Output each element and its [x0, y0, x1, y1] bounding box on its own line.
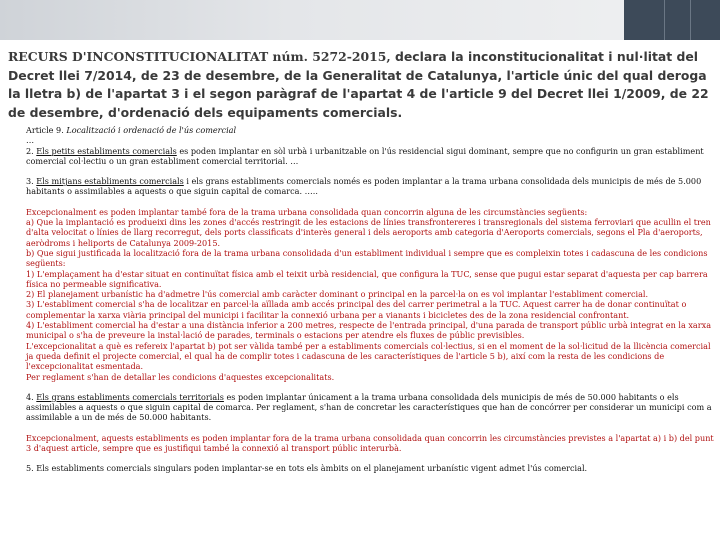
ellipsis: …: [26, 135, 35, 146]
article-heading: Article 9. Localització i ordenació de l'ús comercial: [26, 125, 237, 135]
condition-2: 2) El planejament urbanístic ha d'admetre l'ús comercial amb caràcter dominant o principal en la parcel·la on es vol implantar l'establiment comercial.: [26, 289, 649, 300]
exception-b: b) Que sigui justificada la localització fora de la trama urbana consolidada d'un establiment individual i sempre que es compleixin totes i cadascuna de les condicions següents:: [26, 247, 708, 269]
regulation-note: Per reglament s'han de detallar les condicions d'aquestes excepcionalitats.: [26, 371, 335, 382]
article-text: [26, 125, 714, 474]
condition-3: 3) L'establiment comercial s'ha de localitzar en parcel·la aïllada amb accés principal des del carrer perimetral a la TUC. Aquest carrer ha de donar continuïtat o complementar la xarxa viària principal del municipi i facilitar la connexió urbana per a vianants i bicicletes des de la zona residencial confrontant.: [26, 299, 687, 320]
condition-4: 4) L'establiment comercial ha d'estar a una distància inferior a 200 metres, respecte de l'entrada principal, d'una parada de transport públic urbà integrat en la xarxa municipal o s'ha de preveure la instal·lació de parades, terminals o estacions per atendre els fluxes de públic previsibles.: [26, 320, 712, 341]
slide-top-bar: [0, 0, 720, 40]
paragraph-3: 3. Els mitjans establiments comercials i els grans establiments comercials només es poden implantar a la trama urbana consolidada dels municipis de més de 5.000 habitants o assimilables a aquests o que siguin capital de comarca. …..: [26, 176, 702, 197]
paragraph-5: 5. Els establiments comercials singulars poden implantar-se en tots els àmbits on el planejament urbanístic vigent admet l'ús comercial.: [26, 463, 588, 474]
title-lead: RECURS D'INCONSTITUCIONALITAT núm. 5272-2015,: [8, 49, 391, 64]
exception-a: a) Que la implantació es produeixi dins les zones d'accés restringit de les estacions de línies transfrontereres i transregionals del sistema ferroviari que acullin el tren d'alta velocitat o línies de llarg recorregut, dels ports classificats d'interès general i dels aeroports amb categoria d'Aeroports comercials, segons el Pla d'aeroports, aeròdroms i heliports de Catalunya 2009-2015.: [26, 217, 711, 248]
exception-b-note: L'excepcionalitat a què es refereix l'apartat b) pot ser vàlida també per a establiments comercials col·lectius, si en el moment de la sol·licitud de la llicència comercial ja queda definit el projecte comercial, el qual ha de complir totes i cadascuna de les característiques de l'article 5 b), així com la resta de les condicions de l'excepcionalitat esmentada.: [26, 340, 711, 372]
slide-title: [8, 48, 714, 122]
paragraph-4: 4. Els grans establiments comercials territorials es poden implantar únicament a la trama urbana consolidada dels municipis de més de 50.000 habitants o els assimilables a aquests o que siguin capital de comarca. Per reglament, s'han de concretar les característiques que han de concórrer per considerar un municipi com a assimilable a un de més de 50.000 habitants.: [26, 391, 712, 423]
slide-corner-decoration: [624, 0, 720, 40]
exception-intro: Excepcionalment es poden implantar també fora de la trama urbana consolidada quan concorrin alguna de les circumstàncies següents:: [26, 206, 588, 217]
paragraph-2: 2. Els petits establiments comercials es poden implantar en sòl urbà i urbanitzable on l'ús residencial sigui dominant, sempre que no configurin un gran establiment comercial col·lectiu o un gran establiment comercial territorial. …: [26, 145, 704, 166]
title-rest: declara la inconstitucionalitat i nul·litat del Decret llei 7/2014, de 23 de desembre, de la Generalitat de Catalunya, l'article únic del qual deroga la lletra b) de l'apartat 3 i el segon paràgraf de l'apartat 4 de l'article 9 del Decret llei 1/2009, de 22 de desembre, d'ordenació dels equipaments comercials.: [8, 49, 709, 120]
paragraph-4-exception: Excepcionalment, aquests establiments es poden implantar fora de la trama urbana consolidada quan concorrin les circumstàncies previstes a l'apartat a) i b) del punt 3 d'aquest article, sempre que es justifiqui també la connexió al transport públic interurbà.: [26, 432, 714, 454]
condition-1: 1) L'emplaçament ha d'estar situat en continuïtat física amb el teixit urbà residencial, que configura la TUC, sense que pugui estar separat d'aquesta per cap barrera física no permeable significativa.: [26, 268, 708, 289]
